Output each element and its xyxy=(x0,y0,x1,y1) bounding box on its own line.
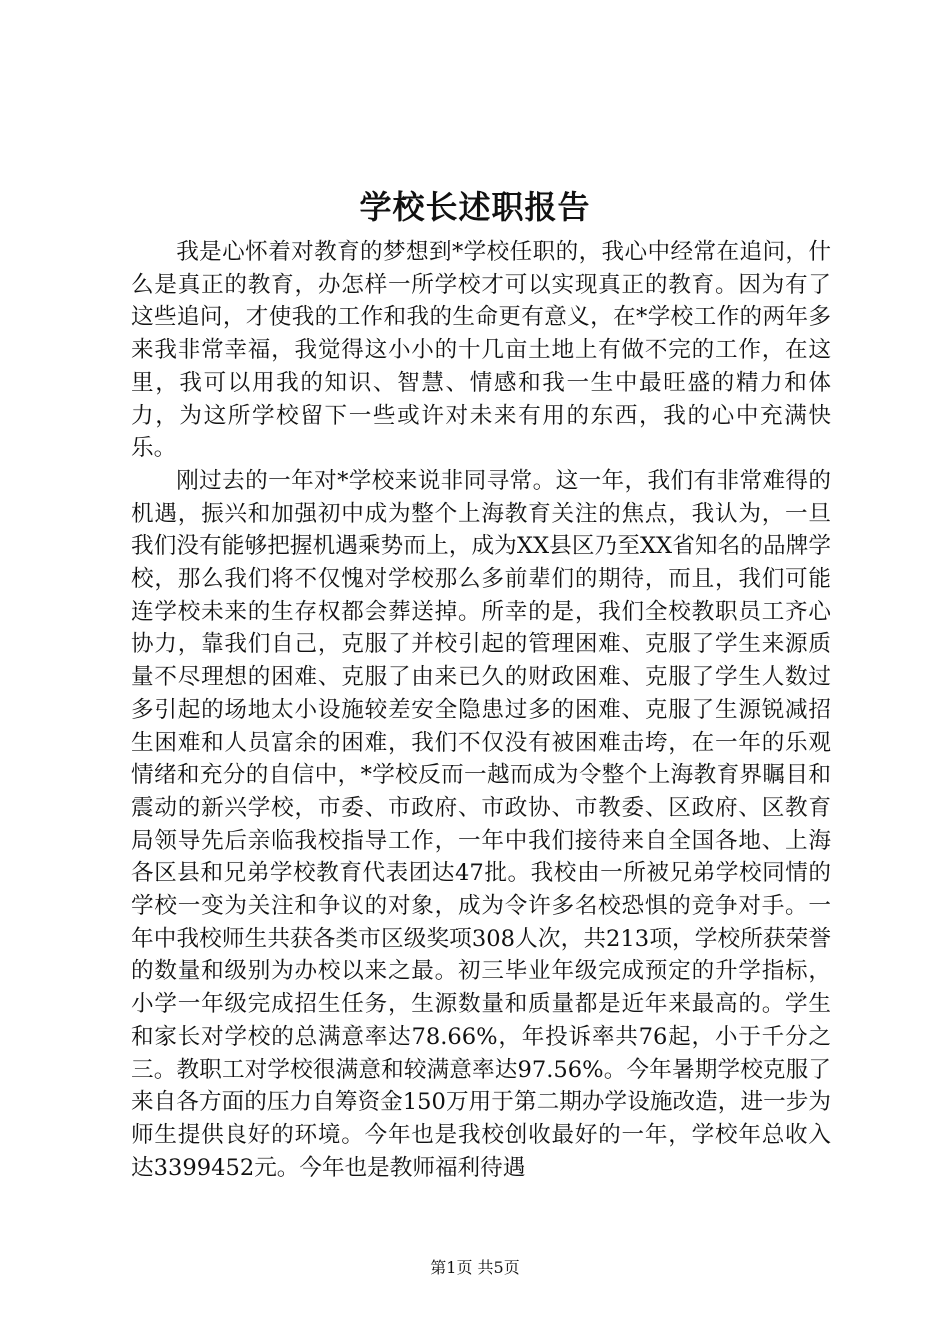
document-body xyxy=(131,236,831,1184)
document-title: 学校长述职报告 xyxy=(359,188,591,226)
page-footer: 第1页 共5页 xyxy=(430,1258,520,1277)
paragraph-2: 刚过去的一年对*学校来说非同寻常。这一年，我们有非常难得的机遇，振兴和加强初中成为整个上海教育关注的焦点，我认为，一旦我们没有能够把握机遇乘势而上，成为XX县区乃至XX省知名的品牌学校，那么我们将不仅愧对学校那么多前辈们的期待，而且，我们可能连学校未来的生存权都会葬送掉。所幸的是，我们全校教职员工齐心协力，靠我们自己，克服了并校引起的管理困难、克服了学生来源质量不尽理想的困难、克服了由来已久的财政困难、克服了学生人数过多引起的场地太小设施较差安全隐患过多的困难、克服了生源锐减招生困难和人员富余的困难，我们不仅没有被困难击垮，在一年的乐观情绪和充分的自信中，*学校反而一越而成为令整个上海教育界瞩目和震动的新兴学校，市委、市政府、市政协、市教委、区政府、区教育局领导先后亲临我校指导工作，一年中我们接待来自全国各地、上海各区县和兄弟学校教育代表团达47批。我校由一所被兄弟学校同情的学校一变为关注和争议的对象，成为令许多名校恐惧的竞争对手。一年中我校师生共获各类市区级奖项308人次，共213项，学校所获荣誉的数量和级别为办校以来之最。初三毕业年级完成预定的升学指标，小学一年级完成招生任务，生源数量和质量都是近年来最高的。学生和家长对学校的总满意率达78.66%，年投诉率共76起，小于千分之三。教职工对学校很满意和较满意率达97.56%。今年暑期学校克服了来自各方面的压力自筹资金150万用于第二期办学设施改造，进一步为师生提供良好的环境。今年也是我校创收最好的一年，学校年总收入达3399452元。今年也是教师福利待遇 xyxy=(131,467,831,1181)
paragraph-1: 我是心怀着对教育的梦想到*学校任职的，我心中经常在追问，什么是真正的教育，办怎样一所学校才可以实现真正的教育。因为有了这些追问，才使我的工作和我的生命更有意义，在*学校工作的两年多来我非常幸福，我觉得这小小的十几亩土地上有做不完的工作，在这里，我可以用我的知识、智慧、情感和我一生中最旺盛的精力和体力，为这所学校留下一些或许对未来有用的东西，我的心中充满快乐。 xyxy=(131,239,831,462)
